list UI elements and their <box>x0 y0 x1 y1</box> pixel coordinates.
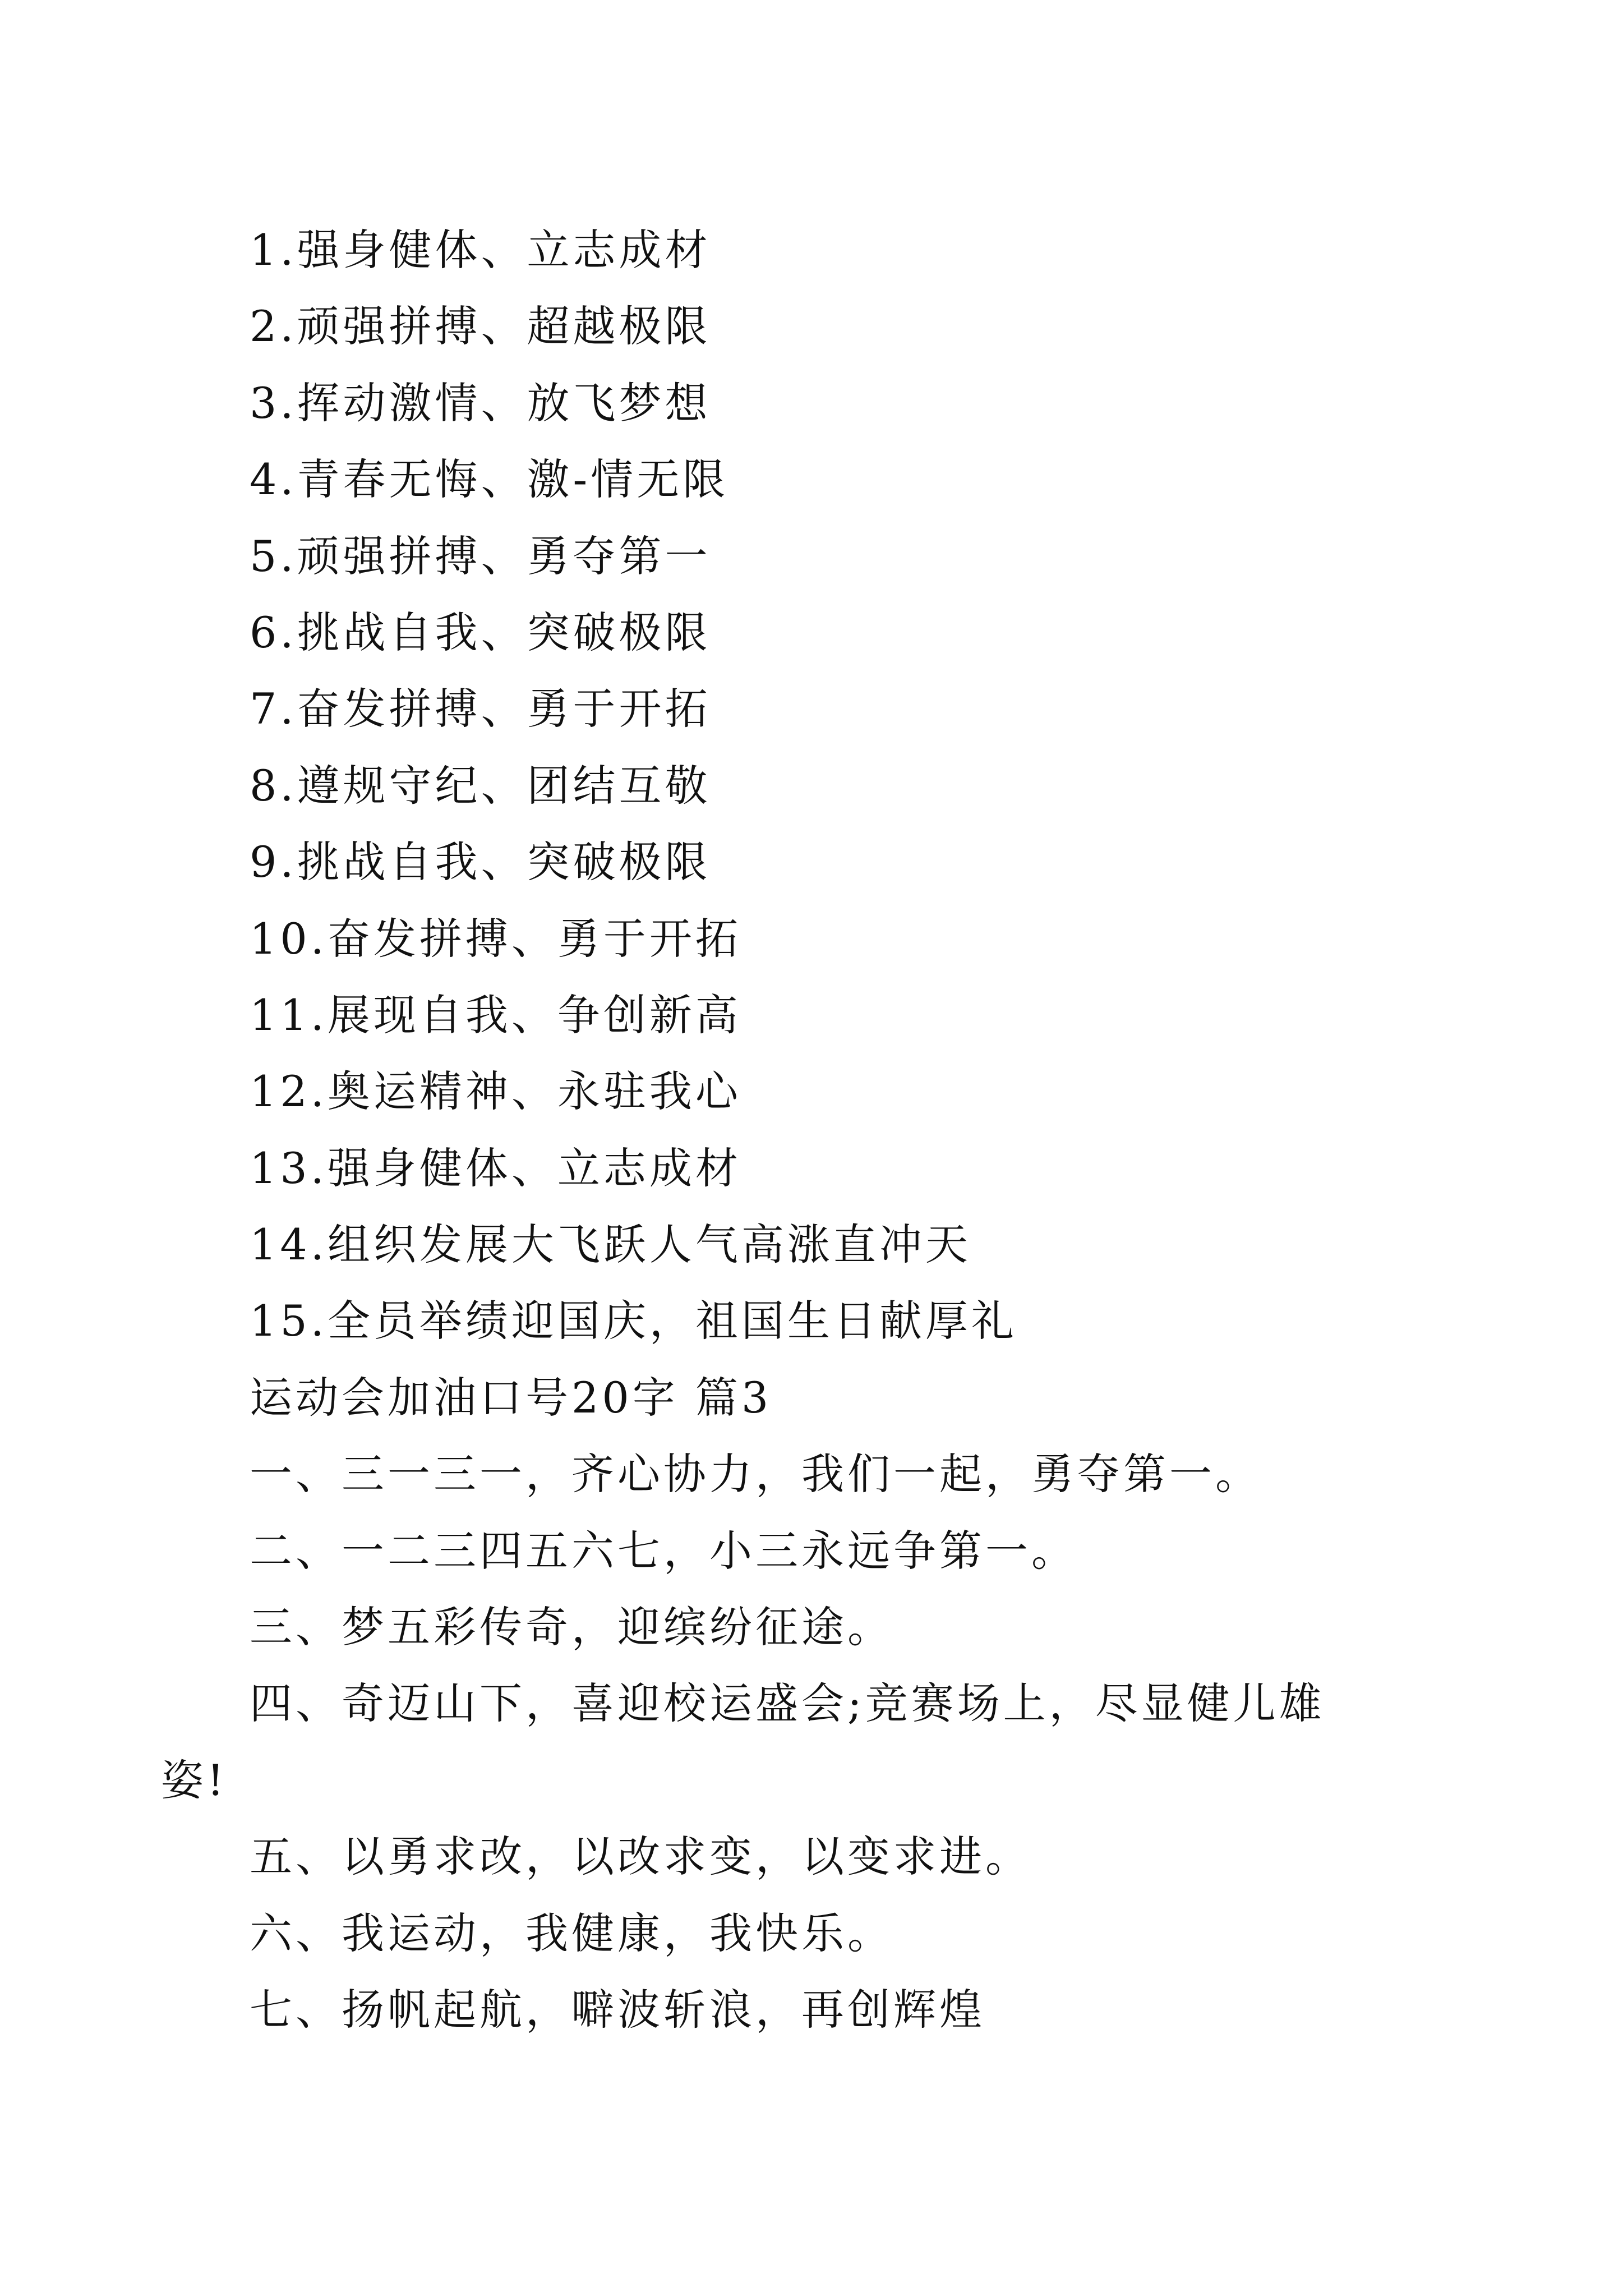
slogan-line: 2.顽强拼搏、超越极限 <box>250 301 711 352</box>
slogan-line: 15.全员举绩迎国庆，祖国生日献厚礼 <box>250 1296 1017 1346</box>
slogan-paragraph: 七、扬帆起航，噼波斩浪，再创辉煌 <box>250 1984 985 2035</box>
slogan-line: 7.奋发拼搏、勇于开拓 <box>250 684 711 734</box>
slogan-line: 5.顽强拼搏、勇夺第一 <box>250 531 711 581</box>
slogan-line: 11.展现自我、争创新高 <box>250 990 741 1040</box>
slogan-line: 12.奥运精神、永驻我心 <box>250 1066 741 1117</box>
slogan-line: 14.组织发展大飞跃人气高涨直冲天 <box>250 1220 971 1270</box>
slogan-paragraph: 六、我运动，我健康，我快乐。 <box>250 1908 893 1958</box>
slogan-paragraph: 二、一二三四五六七，小三永远争第一。 <box>250 1525 1077 1576</box>
slogan-line: 13.强身健体、立志成材 <box>250 1143 741 1193</box>
slogan-paragraph: 三、梦五彩传奇，迎缤纷征途。 <box>250 1602 893 1653</box>
slogan-paragraph: 五、以勇求改，以改求变，以变求进。 <box>250 1832 1031 1882</box>
slogan-line: 4.青春无悔、激-情无限 <box>250 454 729 505</box>
slogan-line: 6.挑战自我、突破极限 <box>250 607 711 657</box>
slogan-paragraph: 一、三一三一，齐心协力，我们一起，勇夺第一。 <box>250 1449 1261 1499</box>
slogan-line: 9.挑战自我、突破极限 <box>250 837 711 887</box>
slogan-line: 3.挥动激情、放飞梦想 <box>250 378 711 428</box>
section-heading: 运动会加油口号20字 篇3 <box>250 1372 772 1423</box>
slogan-line: 10.奋发拼搏、勇于开拓 <box>250 913 741 964</box>
document-body <box>161 212 1394 2048</box>
slogan-line: 8.遵规守纪、团结互敬 <box>250 760 711 811</box>
slogan-line: 1.强身健体、立志成材 <box>250 225 711 275</box>
slogan-paragraph: 四、奇迈山下，喜迎校运盛会;竞赛场上，尽显健儿雄 <box>250 1678 1325 1729</box>
slogan-paragraph-continuation: 姿! <box>161 1755 228 1805</box>
